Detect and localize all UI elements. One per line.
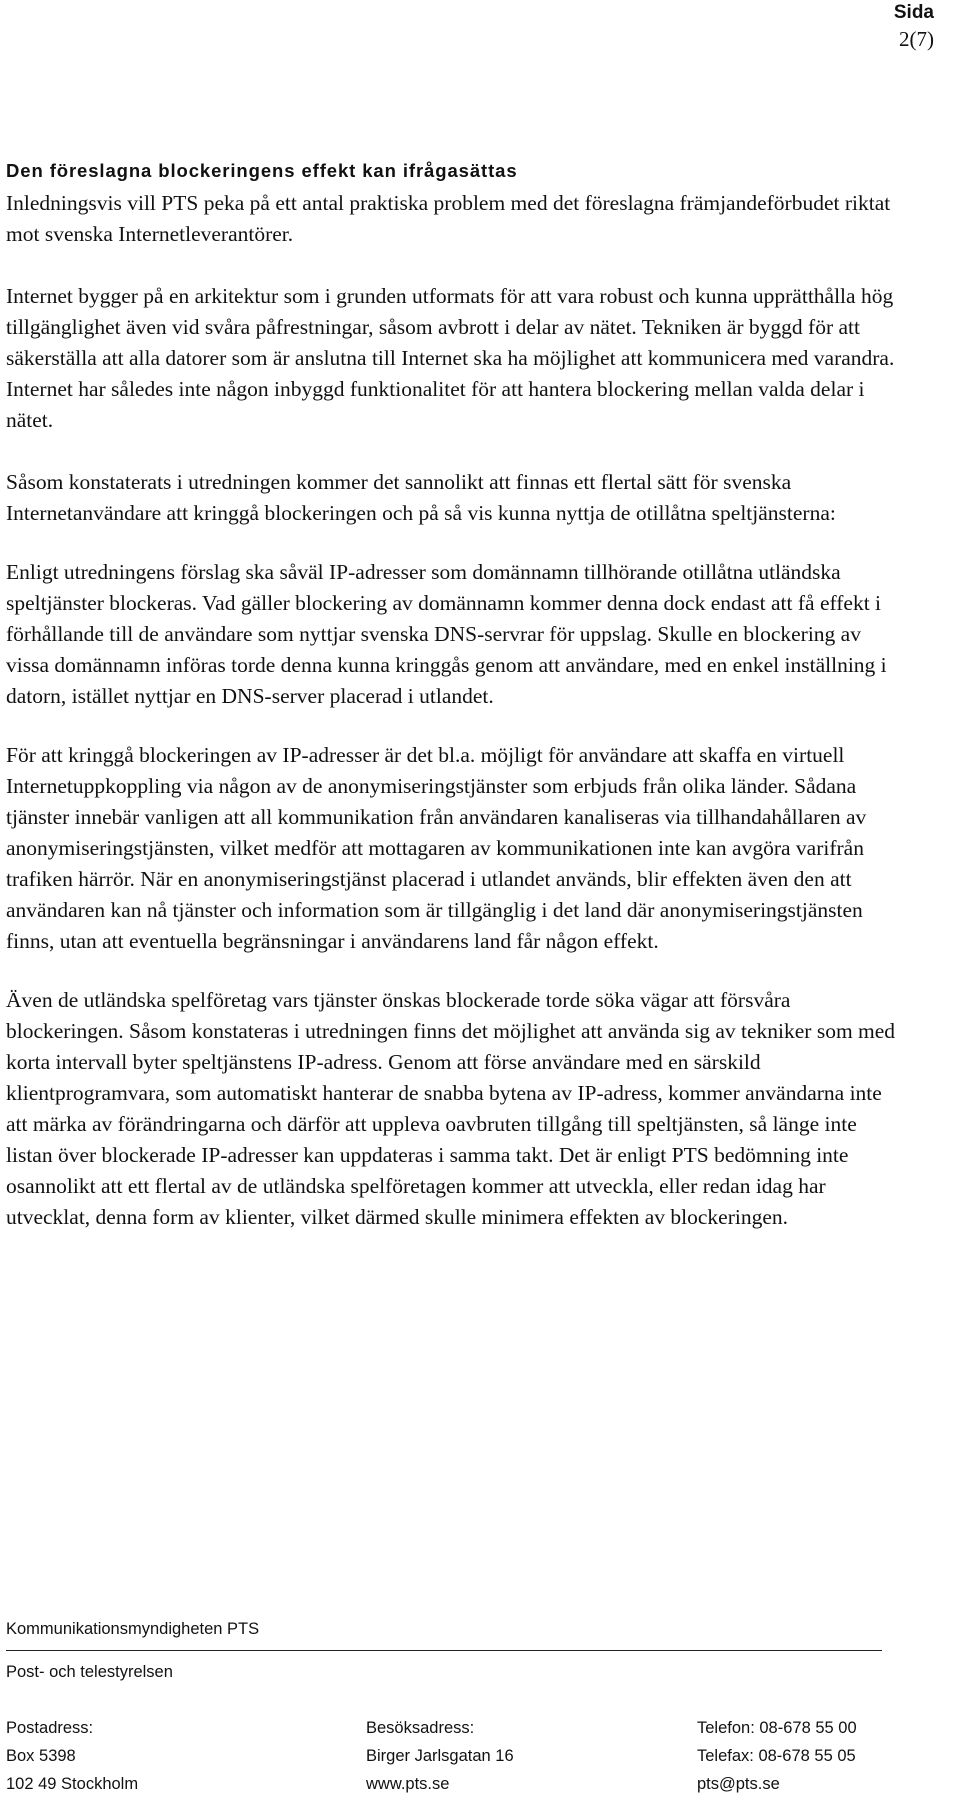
paragraph-ip-addresses: För att kringgå blockeringen av IP-adresser är det bl.a. möjligt för användare att skaffa en virtuell Internetuppkoppling via någon av de anonymiseringstjänster som erbjuds från olika länder. Sådana tjänster innebär vanligen att all kommunikation från användaren kanaliseras via tillhandahållaren av anonymiseringstjänsten, vilket medför att mottagaren av kommunikationen inte kan avgöra varifrån trafiken härrör. När en anonymiseringstjänst placerad i utlandet används, blir effekten även den att användaren kan nå tjänster och information som är tillgänglig i det land där anonymiseringstjänsten finns, utan att eventuella begränsningar i användarens land får någon effekt. bbox=[6, 743, 867, 953]
footer-contact bbox=[697, 1714, 857, 1798]
email-link[interactable]: pts@pts.se bbox=[697, 1775, 780, 1793]
footer-visit-address bbox=[366, 1714, 514, 1798]
postal-box: Box 5398 bbox=[6, 1747, 76, 1765]
website-link[interactable]: www.pts.se bbox=[366, 1775, 450, 1793]
paragraph-circumvention: Såsom konstaterats i utredningen kommer det sannolikt att finnas ett flertal sätt för svenska Internetanvändare att kringgå blockeringen och på så vis kunna nyttja de otillåtna speltjänsterna: bbox=[6, 470, 836, 525]
postal-city: 102 49 Stockholm bbox=[6, 1775, 139, 1793]
document-body bbox=[6, 159, 906, 1261]
visit-street: Birger Jarlsgatan 16 bbox=[366, 1747, 514, 1765]
footer-divider bbox=[6, 1650, 882, 1651]
paragraph-dns: Enligt utredningens förslag ska såväl IP-adresser som domännamn tillhörande otillåtna utländska speltjänster blockeras. Vad gäller blockering av domännamn kommer denna dock endast att få effekt i förhållande till de användare som nyttjar svenska DNS-servrar för uppslag. Skulle en blockering av vissa domännamn införas torde denna kunna kringgås genom att användare, med en enkel inställning i datorn, istället nyttjar en DNS-server placerad i utlandet. bbox=[6, 560, 887, 708]
postal-label: Postadress: bbox=[6, 1719, 94, 1737]
page-label: Sida bbox=[893, 2, 934, 23]
visit-label: Besöksadress: bbox=[366, 1719, 475, 1737]
footer-org-name: Kommunikationsmyndigheten PTS bbox=[6, 1620, 260, 1638]
footer-postal-address bbox=[6, 1714, 138, 1798]
paragraph-gaming-companies: Även de utländska spelföretag vars tjänster önskas blockerade torde söka vägar att försvåra blockeringen. Såsom konstateras i utredningen finns det möjlighet att använda sig av tekniker som med korta intervall byter speltjänstens IP-adress. Genom att förse användare med en särskild klientprogramvara, som automatiskt hanterar de snabba bytena av IP-adress, kommer användarna inte att märka av förändringarna och därför att uppleva oavbruten tillgång till speltjänsten, så länge inte listan över blockerade IP-adresser kan uppdateras i samma takt. Det är enligt PTS bedömning inte osannolikt att ett flertal av de utländska spelföretagen kommer att utveckla, eller redan idag har utvecklat, denna form av klienter, vilket därmed skulle minimera effekten av blockeringen. bbox=[6, 988, 896, 1229]
paragraph-architecture: Internet bygger på en arkitektur som i grunden utformats för att vara robust och kunna upprätthålla hög tillgänglighet även vid svåra påfrestningar, såsom avbrott i delar av nätet. Tekniken är byggd för att säkerställa att alla datorer som är anslutna till Internet ska ha möjlighet att kommunicera med varandra. Internet har således inte någon inbyggd funktionalitet för att hantera blockering mellan valda delar i nätet. bbox=[6, 284, 895, 432]
footer-org-subtitle: Post- och telestyrelsen bbox=[6, 1663, 173, 1681]
fax-number: Telefax: 08-678 55 05 bbox=[697, 1747, 856, 1765]
page-header bbox=[894, 0, 934, 52]
paragraph-intro: Inledningsvis vill PTS peka på ett antal praktiska problem med det föreslagna främjandeförbudet riktat mot svenska Internetleverantörer. bbox=[6, 191, 891, 246]
section-heading: Den föreslagna blockeringens effekt kan ifrågasättas bbox=[6, 160, 518, 181]
phone-number: Telefon: 08-678 55 00 bbox=[697, 1719, 857, 1737]
page-number: 2(7) bbox=[899, 27, 934, 51]
